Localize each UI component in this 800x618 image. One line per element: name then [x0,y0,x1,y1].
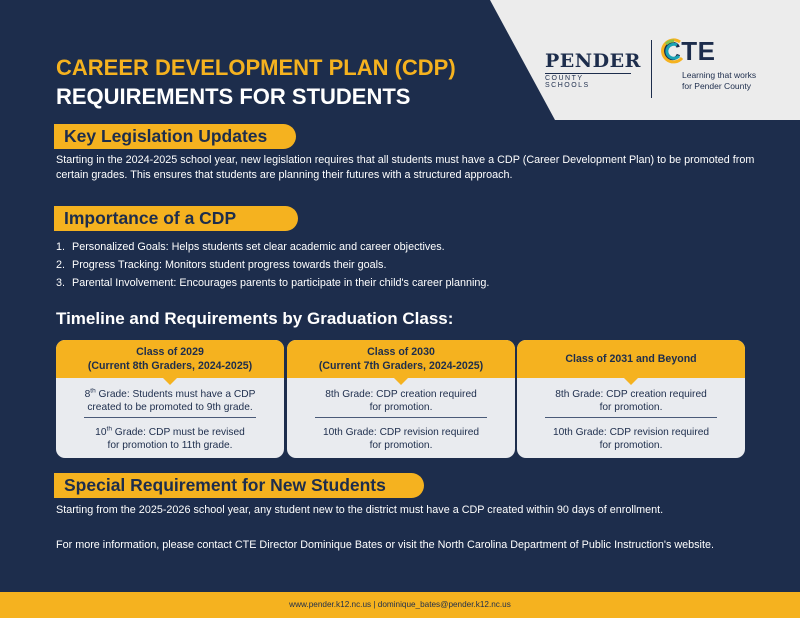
cte-tagline-line2: for Pender County [682,80,751,91]
page-title [56,53,456,111]
importance-heading: Importance of a CDP [54,206,298,231]
card-header: Class of 2030 (Current 7th Graders, 2024-2025) [287,340,515,378]
cte-swoosh-icon [660,38,686,64]
card-requirement-10th: 10th Grade: CDP must be revised for promotion to 11th grade. [95,425,245,451]
card-divider [315,417,487,418]
title-line1: CAREER DEVELOPMENT PLAN (CDP) [56,55,456,80]
card-pointer [163,378,177,385]
special-requirement-heading: Special Requirement for New Students [54,473,424,498]
contact-info-text: For more information, please contact CTE Director Dominique Bates or visit the North Carolina Department of Public Instruction's website. [56,539,714,551]
special-requirement-text: Starting from the 2025-2026 school year, any student new to the district must have a CDP created within 90 days of enrollment. [56,504,664,516]
card-divider [545,417,717,418]
card-requirement-8th: 8th Grade: Students must have a CDP created to be promoted to 9th grade. [84,387,256,413]
key-legislation-heading: Key Legislation Updates [54,124,296,149]
pender-logo-subtitle: COUNTY SCHOOLS [545,73,631,89]
card-divider [84,417,256,418]
card-pointer [624,378,638,385]
card-requirement-10th: 10th Grade: CDP revision required for promotion. [552,427,710,451]
class-2031-card [517,340,745,458]
list-item: 1. Personalized Goals: Helps students set clear academic and career objectives. [56,241,445,253]
logo-divider [651,40,652,98]
card-requirement-10th: 10th Grade: CDP revision required for promotion. [322,427,480,451]
cte-tagline-line1: Learning that works [682,70,757,80]
footer-contact: www.pender.k12.nc.us | dominique_bates@pender.k12.nc.us [0,592,800,618]
timeline-heading: Timeline and Requirements by Graduation Class: [56,309,454,328]
class-2029-card [56,340,284,458]
card-header: Class of 2031 and Beyond [517,340,745,378]
cte-logo-name: CTE [662,36,716,66]
list-item: 3. Parental Involvement: Encourages parents to participate in their child's career planning. [56,277,490,289]
cte-logo [660,38,780,91]
pender-logo-name: PENDER [545,50,641,72]
class-2030-card [287,340,515,458]
importance-list [56,238,756,292]
title-line2: REQUIREMENTS FOR STUDENTS [56,84,411,109]
card-requirement-8th: 8th Grade: CDP creation required for promotion. [325,389,477,413]
card-pointer [394,378,408,385]
list-item: 2. Progress Tracking: Monitors student progress towards their goals. [56,259,387,271]
card-header: Class of 2029 (Current 8th Graders, 2024-2025) [56,340,284,378]
card-requirement-8th: 8th Grade: CDP creation required for promotion. [555,389,707,413]
pender-county-schools-logo [545,52,645,89]
key-legislation-text: Starting in the 2024-2025 school year, new legislation requires that all students must have a CDP (Career Development Plan) to be promoted from certain grades. This ensures that students are planning their futures with a structured approach. [56,154,755,181]
